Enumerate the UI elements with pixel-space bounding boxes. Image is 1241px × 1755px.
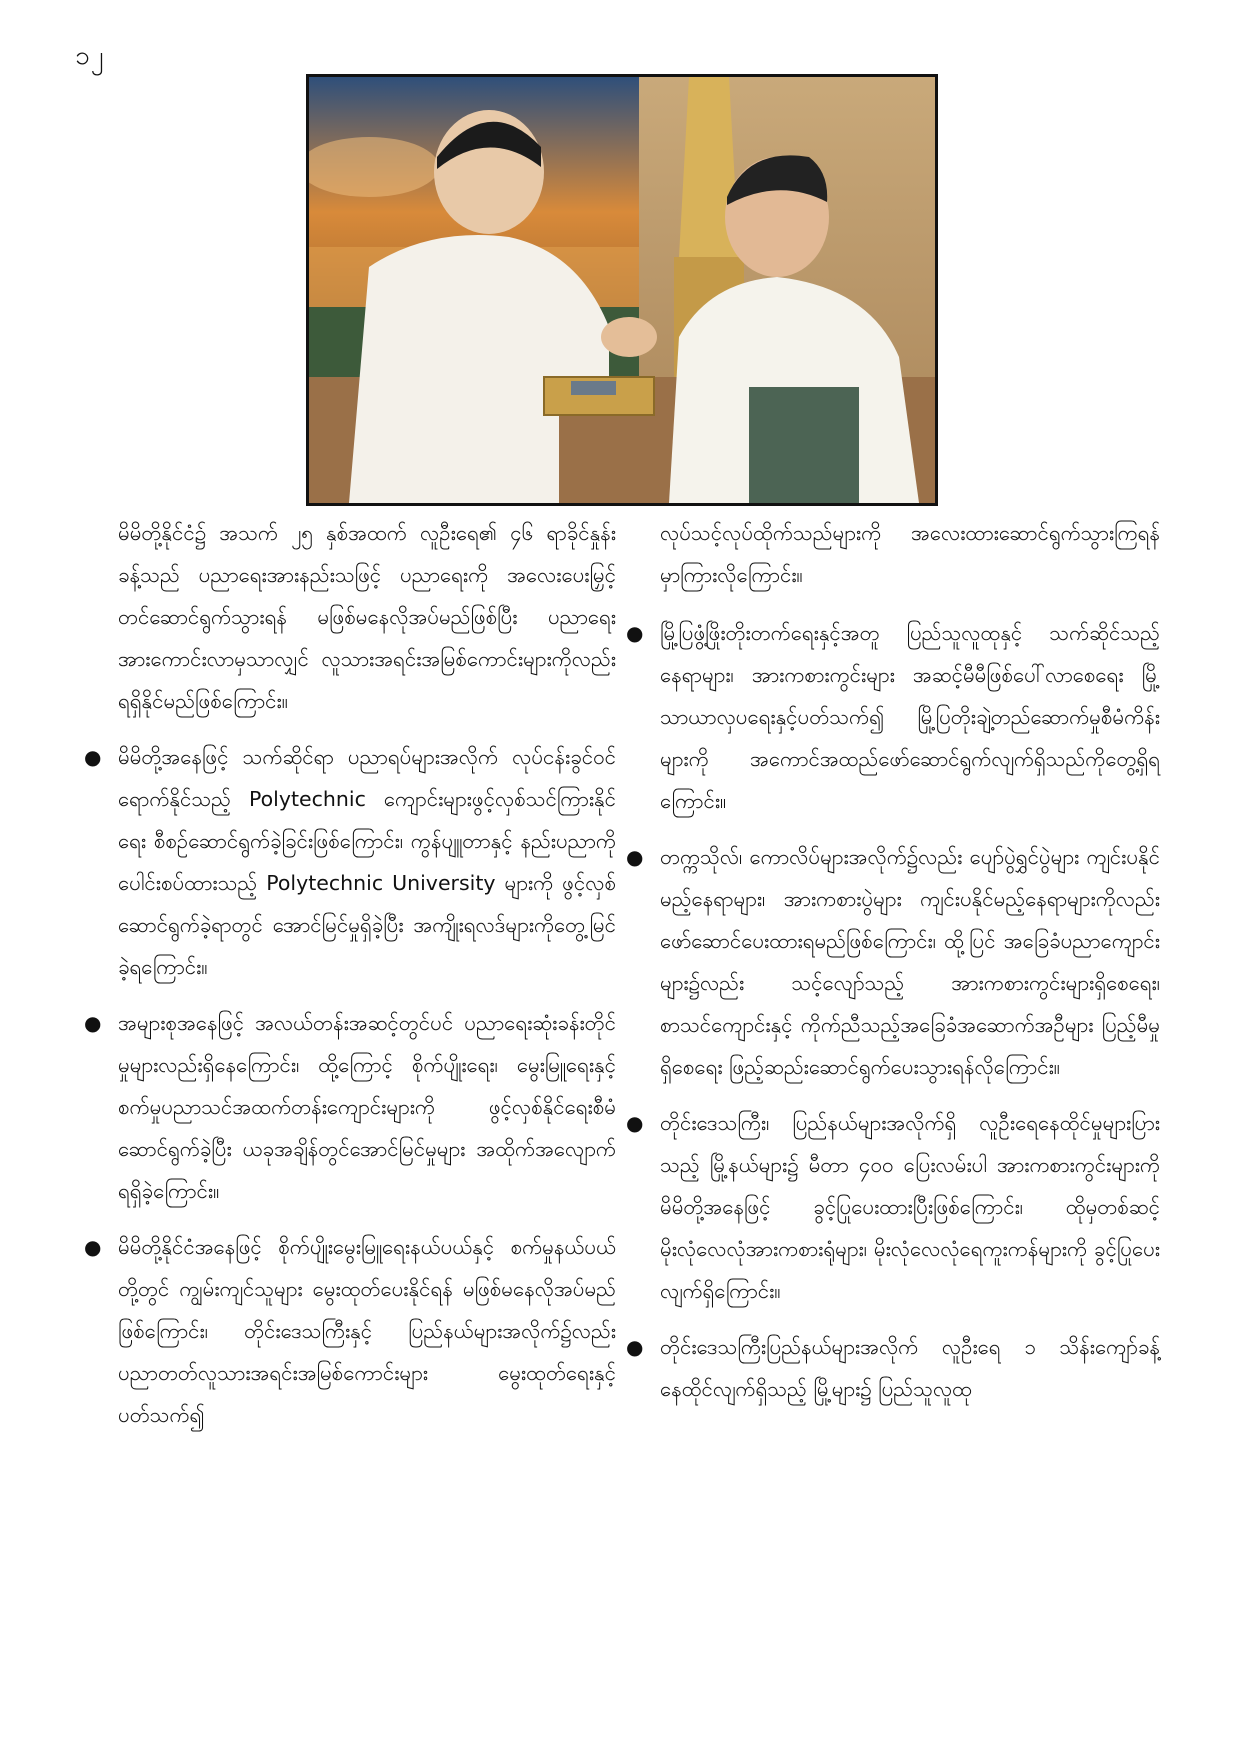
right-column xyxy=(626,512,1160,1424)
bullet-icon: ● xyxy=(626,1111,644,1135)
list-item-text: မြို့ပြဖွံ့ဖြိုးတိုးတက်ရေးနှင့်အတူ ပြည်သူလူထုနှင့် သက်ဆိုင်သည့်နေရာများ၊ အားကစားကွင်းများ အဆင့်မီမီဖြစ်ပေါ်လာစေရေး မြို့သာယာလှပရေးနှင့်ပတ်သက်၍ မြို့ပြတိုးချဲ့တည်ဆောက်မှုစီမံကိန်းများကို အကောင်အထည်ဖော်ဆောင်ရွက်လျက်ရှိသည်ကိုတွေ့ရှိရကြောင်း။ xyxy=(660,621,1160,813)
list-item-text: တက္ကသိုလ်၊ ကောလိပ်များအလိုက်၌လည်း ပျော်ပွဲရွှင်ပွဲများ ကျင်းပနိုင်မည့်နေရာများ၊ အားကစားပွဲများ ကျင်းပနိုင်မည့်နေရာများကိုလည်း ဖော်ဆောင်ပေးထားရမည်ဖြစ်ကြောင်း၊ ထို့ပြင် အခြေခံပညာကျောင်းများ၌လည်း သင့်လျော်သည့် အားကစားကွင်းများရှိစေရေး၊ စာသင်ကျောင်းနှင့် ကိုက်ညီသည့်အခြေခံအဆောက်အဦများ ပြည့်မီမှုရှိစေရေး ဖြည့်ဆည်းဆောင်ရွက်ပေးသွားရန်လိုကြောင်း။ xyxy=(660,845,1160,1079)
list-item xyxy=(626,1102,1160,1312)
list-item-text: အများစုအနေဖြင့် အလယ်တန်းအဆင့်တွင်ပင် ပညာရေးဆုံးခန်းတိုင်မှုများလည်းရှိနေကြောင်း၊ ထို့ကြောင့် စိုက်ပျိုးရေး၊ မွေးမြူရေးနှင့် စက်မှုပညာသင်အထက်တန်းကျောင်းများကို ဖွင့်လှစ်နိုင်ရေးစီမံဆောင်ရွက်ခဲ့ပြီး ယခုအချိန်တွင်အောင်မြင်မှုများ အထိုက်အလျောက် ရရှိခဲ့ကြောင်း။ xyxy=(118,1011,616,1203)
left-column xyxy=(84,512,616,1450)
bullet-icon: ● xyxy=(84,1011,102,1035)
bullet-icon: ● xyxy=(84,1235,102,1259)
bullet-icon: ● xyxy=(626,621,644,645)
list-item xyxy=(626,836,1160,1088)
intro-paragraph: မိမိတို့နိုင်ငံ၌ အသက် ၂၅ နှစ်အထက် လူဦးရေ၏ ၄၆ ရာခိုင်နှုန်းခန့်သည် ပညာရေးအားနည်းသဖြင့် ပညာရေးကို အလေးပေးမြှင့်တင်ဆောင်ရွက်သွားရန် မဖြစ်မနေလိုအပ်မည်ဖြစ်ပြီး ပညာရေး အားကောင်းလာမှသာလျှင် လူသားအရင်းအမြစ်ကောင်းများကိုလည်း ရရှိနိုင်မည်ဖြစ်ကြောင်း။ xyxy=(118,521,616,713)
list-item-text: တိုင်းဒေသကြီး၊ ပြည်နယ်များအလိုက်ရှိ လူဦးရေနေထိုင်မှုများပြားသည့် မြို့နယ်များ၌ မီတာ ၄၀၀ ပြေးလမ်းပါ အားကစားကွင်းများကို မိမိတို့အနေဖြင့် ခွင့်ပြုပေးထားပြီးဖြစ်ကြောင်း၊ ထိုမှတစ်ဆင့် မိုးလုံလေလုံအားကစားရုံများ၊ မိုးလုံလေလုံရေကူးကန်များကို ခွင့်ပြုပေးလျက်ရှိကြောင်း။ xyxy=(660,1111,1160,1303)
page-number: ၁၂ xyxy=(75,41,105,71)
list-item xyxy=(626,1326,1160,1410)
bullet-icon: ● xyxy=(84,745,102,769)
list-item xyxy=(626,612,1160,822)
handshake-photo-icon xyxy=(309,77,935,503)
list-item xyxy=(84,736,616,988)
bullet-icon: ● xyxy=(626,1335,644,1359)
news-photo xyxy=(306,74,938,506)
list-item xyxy=(84,1226,616,1436)
continued-paragraph: လုပ်သင့်လုပ်ထိုက်သည်များကို အလေးထားဆောင်ရွက်သွားကြရန်မှာကြားလိုကြောင်း။ xyxy=(660,521,1160,587)
list-item xyxy=(84,1002,616,1212)
list-item-text: မိမိတို့နိုင်ငံအနေဖြင့် စိုက်ပျိုးမွေးမြူရေးနယ်ပယ်နှင့် စက်မှုနယ်ပယ်တို့တွင် ကျွမ်းကျင်သူများ မွေးထုတ်ပေးနိုင်ရန် မဖြစ်မနေလိုအပ်မည်ဖြစ်ကြောင်း၊ တိုင်းဒေသကြီးနှင့် ပြည်နယ်များအလိုက်၌လည်း ပညာတတ်လူသားအရင်းအမြစ်ကောင်းများ မွေးထုတ်ရေးနှင့်ပတ်သက်၍ xyxy=(118,1235,616,1427)
left-bullet-list xyxy=(84,736,616,1436)
list-item-text: တိုင်းဒေသကြီးပြည်နယ်များအလိုက် လူဦးရေ ၁ သိန်းကျော်ခန့်နေထိုင်လျက်ရှိသည့် မြို့များ၌ ပြည်သူလူထု xyxy=(660,1335,1160,1401)
right-bullet-list xyxy=(626,612,1160,1410)
bullet-icon: ● xyxy=(626,845,644,869)
list-item-text: မိမိတို့အနေဖြင့် သက်ဆိုင်ရာ ပညာရပ်များအလိုက် လုပ်ငန်းခွင်ဝင်ရောက်နိုင်သည့် Polytechnic ကျောင်းများဖွင့်လှစ်သင်ကြားနိုင်ရေး စီစဉ်ဆောင်ရွက်ခဲ့ခြင်းဖြစ်ကြောင်း၊ ကွန်ပျူတာနှင့် နည်းပညာကို ပေါင်းစပ်ထားသည့် Polytechnic University များကို ဖွင့်လှစ်ဆောင်ရွက်ခဲ့ရာတွင် အောင်မြင်မှုရှိခဲ့ပြီး အကျိုးရလဒ်များကိုတွေ့မြင်ခဲ့ရကြောင်း။ xyxy=(118,745,616,979)
